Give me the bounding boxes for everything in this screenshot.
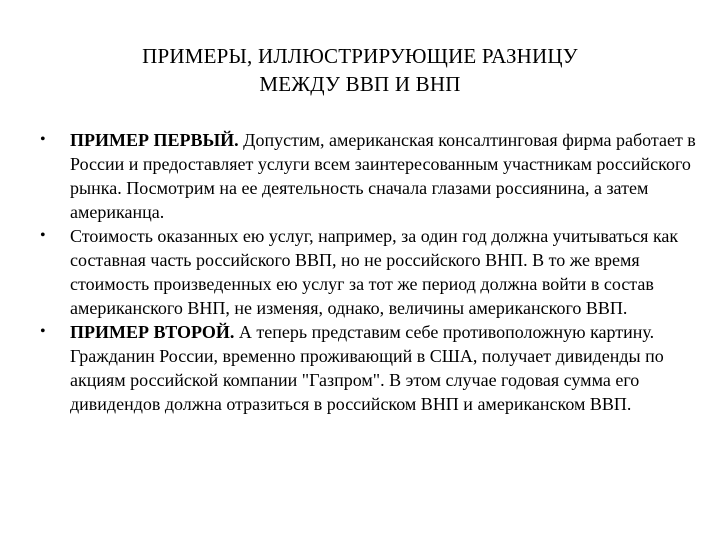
bullet-list <box>38 128 698 416</box>
bullet-icon: • <box>40 227 46 244</box>
title-line-1: ПРИМЕРЫ, ИЛЛЮСТРИРУЮЩИЕ РАЗНИЦУ <box>142 44 578 68</box>
bullet-text: А теперь представим себе противоположную картину. Гражданин России, временно проживающий в США, получает дивиденды по акциям российской компании "Газпром". В этом случае годовая сумма его дивидендов должна отразиться в российском ВНП и американском ВВП. <box>70 322 664 414</box>
bullet-text: Допустим, американская консалтинговая фирма работает в России и предоставляет услуги всем заинтересованным участникам российского рынка. Посмотрим на ее деятельность сначала глазами россиянина, а затем американца. <box>70 130 696 222</box>
bullet-icon: • <box>40 131 46 148</box>
bullet-icon: • <box>40 323 46 340</box>
slide-title <box>60 42 660 98</box>
bullet-item-example-two <box>38 320 698 416</box>
bullet-item-example-one <box>38 128 698 224</box>
bullet-lead: ПРИМЕР ВТОРОЙ. <box>70 322 235 342</box>
bullet-item-cost-of-services <box>38 224 698 320</box>
bullet-text: Стоимость оказанных ею услуг, например, за один год должна учитываться как составная часть российского ВВП, но не российского ВНП. В то же время стоимость произведенных ею услуг за тот же период должна войти в состав американского ВНП, не изменяя, однако, величины американского ВВП. <box>70 226 679 318</box>
bullet-lead: ПРИМЕР ПЕРВЫЙ. <box>70 130 239 150</box>
title-line-2: МЕЖДУ ВВП И ВНП <box>259 72 461 96</box>
